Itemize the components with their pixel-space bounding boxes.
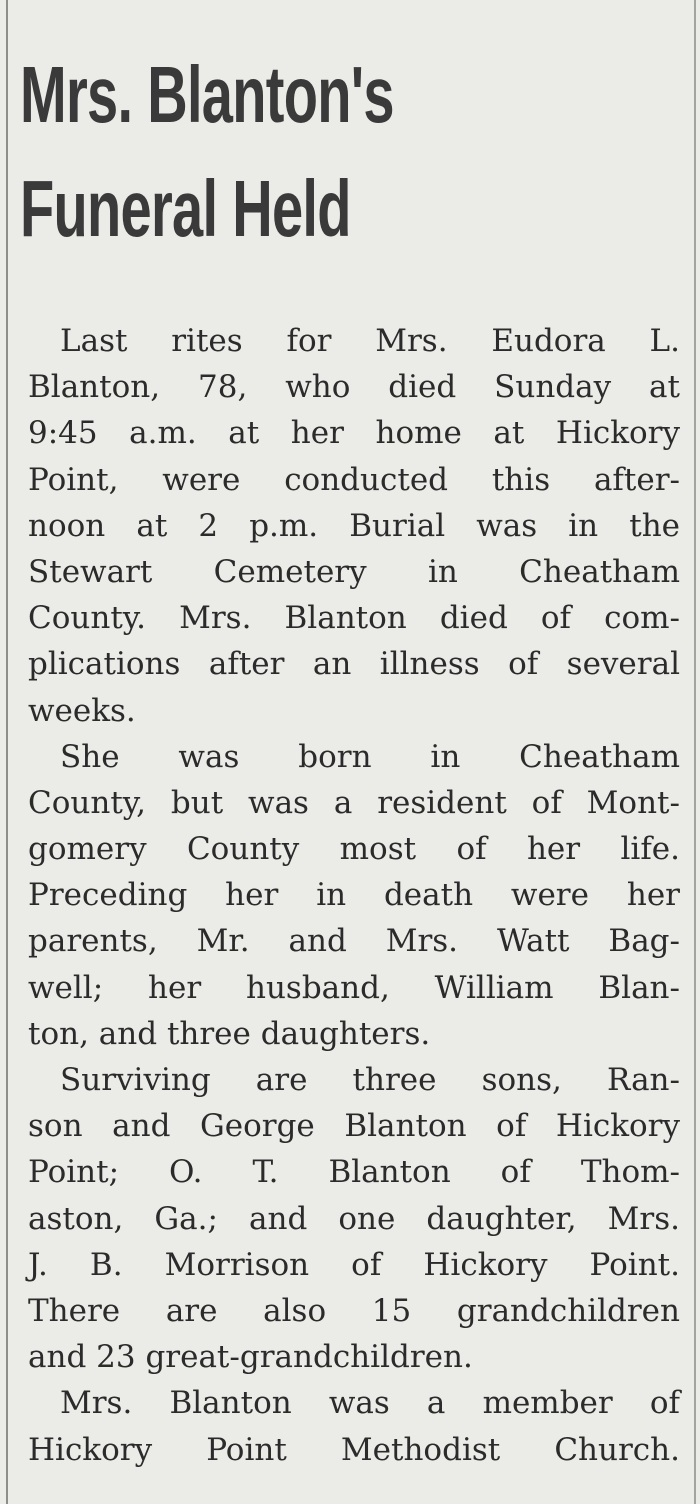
text-line: parents, Mr. and Mrs. Watt Bag- (28, 923, 680, 960)
paragraph (28, 734, 680, 1057)
text-line: 9:45 a.m. at her home at Hickory (28, 415, 680, 452)
paragraph (28, 1057, 680, 1380)
text-line: plications after an illness of several (28, 646, 680, 683)
text-line: son and George Blanton of Hickory (28, 1108, 680, 1145)
text-line: Hickory Point Methodist Church. (28, 1431, 680, 1468)
headline (20, 38, 468, 266)
text-line: Last rites for Mrs. Eudora L. (60, 323, 680, 359)
text-line: Point, were conducted this after- (28, 461, 680, 498)
text-line: County. Mrs. Blanton died of com- (28, 600, 680, 637)
text-line: weeks. (28, 692, 136, 729)
text-line: She was born in Cheatham (60, 738, 680, 775)
column-rule-right (694, 0, 696, 1504)
headline-line: Mrs. Blanton's (20, 50, 394, 139)
text-line: Blanton, 78, who died Sunday at (28, 369, 680, 406)
text-line: well; her husband, William Blan- (28, 969, 680, 1006)
headline-line: Funeral Held (20, 164, 351, 253)
text-line: Point; O. T. Blanton of Thom- (28, 1154, 680, 1191)
text-line: County, but was a resident of Mont- (28, 784, 680, 821)
text-line: gomery County most of her life. (28, 831, 680, 868)
text-line: Mrs. Blanton was a member of (60, 1385, 680, 1422)
text-line: Preceding her in death were her (28, 877, 680, 914)
text-line: Surviving are three sons, Ran- (60, 1062, 680, 1098)
text-line: J. B. Morrison of Hickory Point. (28, 1246, 680, 1283)
text-line: aston, Ga.; and one daughter, Mrs. (28, 1200, 680, 1237)
text-line: noon at 2 p.m. Burial was in the (28, 507, 680, 544)
column-rule-left (6, 0, 8, 1504)
text-line: and 23 great-grandchildren. (28, 1339, 473, 1376)
text-line: ton, and three daughters. (28, 1015, 431, 1052)
text-line: Stewart Cemetery in Cheatham (28, 553, 680, 590)
text-line: There are also 15 grandchildren (28, 1292, 680, 1329)
paragraph (28, 318, 680, 734)
article-body (28, 318, 680, 1473)
paragraph (28, 1380, 680, 1472)
